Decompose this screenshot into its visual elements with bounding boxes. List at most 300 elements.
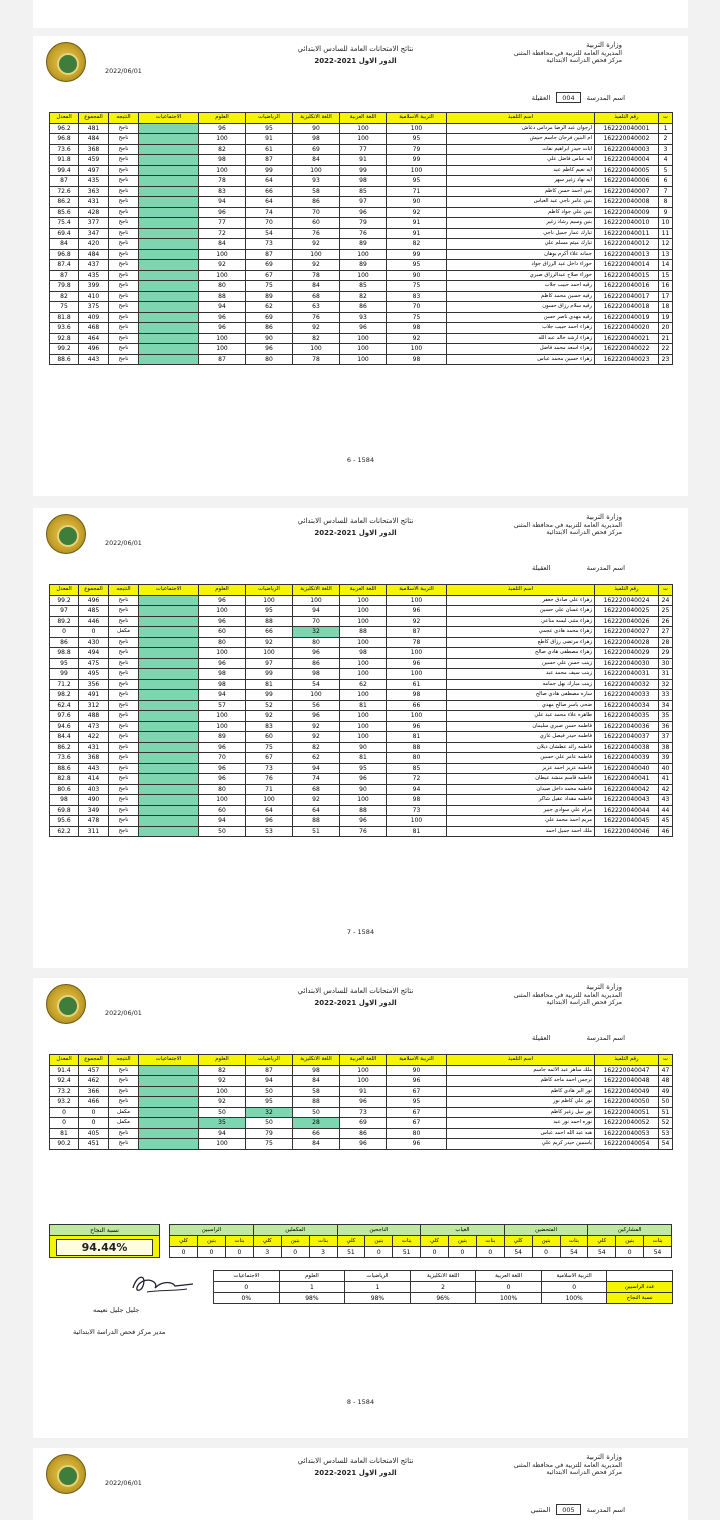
subject-pass-pct: 0% [214,1293,280,1304]
col-english: 84 [293,281,340,292]
col-science: 77 [199,218,246,229]
col-science: 96 [199,312,246,323]
subject-fail-count: 0 [541,1282,607,1293]
school-name: العقيلة [532,564,551,572]
header-col-name: اسم التلميذ [447,585,595,596]
subject-header: اللغة العربية [476,1271,542,1282]
col-science: 50 [199,1107,246,1118]
col-social [139,312,199,323]
col-english: 92 [293,795,340,806]
pass-rate-label: نسبة النجاح [50,1225,159,1236]
col-total: 375 [79,302,109,313]
col-name: رقيه سلام رزاق حسون [447,302,595,313]
previous-page-bottom [33,0,688,28]
col-avg: 62.2 [50,826,79,837]
col-math: 67 [246,270,293,281]
col-science: 96 [199,763,246,774]
col-no: 28 [659,637,673,648]
col-no: 33 [659,690,673,701]
col-arabic: 100 [340,595,387,606]
col-no: 45 [659,816,673,827]
signer-name: جليل جليل نعيمه [93,1306,140,1314]
col-social [139,260,199,271]
col-no: 23 [659,354,673,365]
col-science: 35 [199,1118,246,1129]
col-no: 47 [659,1065,673,1076]
ministry-block: وزارة التربية المديرية العامة للتربية في محافظة المثنى مركز فحص الدراسة الابتدائية [513,983,622,1007]
col-science: 96 [199,742,246,753]
col-islamic: 98 [387,323,447,334]
col-islamic: 95 [387,176,447,187]
col-science: 96 [199,616,246,627]
table-row [50,218,673,229]
col-avg: 0 [50,1107,79,1118]
col-social [139,281,199,292]
header-col-name: اسم التلميذ [447,113,595,124]
col-no: 8 [659,197,673,208]
col-science: 98 [199,669,246,680]
col-social [139,658,199,669]
col-science: 94 [199,197,246,208]
col-no: 48 [659,1076,673,1087]
col-math: 66 [246,186,293,197]
col-result: ناجح [109,637,139,648]
col-name: زهراء غسان علي حسين [447,606,595,617]
col-id: 162220040030 [595,658,659,669]
table-row [50,1107,673,1118]
table-row [50,344,673,355]
col-total: 428 [79,207,109,218]
col-result: ناجح [109,176,139,187]
col-science: 100 [199,1086,246,1097]
col-english: 68 [293,291,340,302]
col-total: 494 [79,648,109,659]
col-arabic: 96 [340,323,387,334]
header-col-total: المجموع [79,585,109,596]
col-islamic: 80 [387,753,447,764]
col-name: ارجوان عبد الرضا مرداس دعاش [447,123,595,134]
table-row [50,165,673,176]
col-result: ناجح [109,239,139,250]
page-number: 8 - 1584 [346,1398,375,1406]
col-name: بنين عامر ناجي عبد العباس [447,197,595,208]
col-social [139,763,199,774]
col-social [139,679,199,690]
col-math: 97 [246,658,293,669]
summary-group-header: المشاركين [588,1225,672,1236]
col-name: ايه عباس فاضل علي [447,155,595,166]
table-row [50,606,673,617]
col-no: 13 [659,249,673,260]
header-col-name: اسم التلميذ [447,1055,595,1066]
col-science: 100 [199,344,246,355]
table-row [50,784,673,795]
col-math: 99 [246,669,293,680]
col-result: ناجح [109,344,139,355]
col-avg: 69.4 [50,228,79,239]
col-math: 73 [246,239,293,250]
report-title: نتائج الامتحانات العامة للسادس الابتدائي [297,1457,414,1465]
table-row [50,228,673,239]
col-islamic: 100 [387,648,447,659]
col-islamic: 100 [387,711,447,722]
col-arabic: 62 [340,679,387,690]
col-social [139,1076,199,1087]
col-no: 6 [659,176,673,187]
summary-sub-header: بنات [476,1236,504,1247]
table-row [50,354,673,365]
summary-value: 54 [560,1247,588,1258]
table-row [50,711,673,722]
col-science: 96 [199,123,246,134]
col-math: 61 [246,144,293,155]
col-avg: 91.8 [50,155,79,166]
summary-value: 54 [588,1247,616,1258]
report-date: 2022/06/01 [105,67,142,75]
col-math: 53 [246,826,293,837]
col-avg: 82.8 [50,774,79,785]
col-arabic: 100 [340,606,387,617]
summary-sub-header: كلي [170,1236,198,1247]
col-social [139,753,199,764]
col-avg: 94.6 [50,721,79,732]
school-label: اسم المدرسة [586,1034,625,1042]
col-science: 70 [199,753,246,764]
col-id: 162220040029 [595,648,659,659]
col-result: مكمل [109,1107,139,1118]
col-arabic: 81 [340,753,387,764]
col-islamic: 87 [387,627,447,638]
col-id: 162220040051 [595,1107,659,1118]
ministry-logo-icon [46,514,86,554]
col-english: 76 [293,228,340,239]
col-avg: 96.2 [50,123,79,134]
col-avg: 86 [50,637,79,648]
col-name: حوراء داخل عبد الرزاق جواد [447,260,595,271]
col-id: 162220040054 [595,1139,659,1150]
table-row [50,637,673,648]
col-math: 64 [246,197,293,208]
col-name: حوراء صلاح عبدالرزاق صبري [447,270,595,281]
subject-pass-pct: 98% [279,1293,345,1304]
col-islamic: 67 [387,1118,447,1129]
col-name: رقيه حسين محمد كاظم [447,291,595,302]
col-social [139,774,199,785]
col-science: 88 [199,291,246,302]
col-total: 403 [79,784,109,795]
col-result: ناجح [109,732,139,743]
col-total: 495 [79,669,109,680]
col-science: 82 [199,1065,246,1076]
header-col-math: الرياضيات [246,113,293,124]
col-islamic: 81 [387,826,447,837]
col-name: زهراء احمد حبيب جلاب [447,323,595,334]
subject-stats-table [213,1270,673,1304]
header-col-islamic: التربية الاسلامية [387,585,447,596]
col-arabic: 100 [340,270,387,281]
col-math: 87 [246,155,293,166]
col-id: 162220040017 [595,291,659,302]
header-col-science: العلوم [199,585,246,596]
col-no: 16 [659,281,673,292]
col-id: 162220040015 [595,270,659,281]
table-row [50,1118,673,1129]
col-total: 435 [79,270,109,281]
col-id: 162220040007 [595,186,659,197]
col-math: 96 [246,816,293,827]
col-name: زهراء حسين محمد عباس [447,354,595,365]
col-arabic: 96 [340,1139,387,1150]
col-name: زهراء مصطفى هادي صالح [447,648,595,659]
col-arabic: 89 [340,239,387,250]
col-arabic: 85 [340,281,387,292]
col-no: 40 [659,763,673,774]
col-name: مريم احمد محمد علي [447,816,595,827]
col-social [139,1065,199,1076]
col-english: 84 [293,155,340,166]
subject-pass-pct: 98% [345,1293,411,1304]
col-math: 80 [246,354,293,365]
col-total: 349 [79,805,109,816]
col-social [139,270,199,281]
summary-sub-header: كلي [588,1236,616,1247]
school-code: 004 [556,92,580,103]
col-math: 81 [246,679,293,690]
subject-pass-pct: 100% [476,1293,542,1304]
col-arabic: 100 [340,333,387,344]
col-social [139,1086,199,1097]
col-english: 98 [293,669,340,680]
summary-value: 0 [226,1247,254,1258]
col-math: 54 [246,228,293,239]
header-col-math: الرياضيات [246,585,293,596]
col-result: ناجح [109,134,139,145]
subject-header: اللغة الانكليزية [410,1271,476,1282]
col-id: 162220040027 [595,627,659,638]
col-arabic: 81 [340,700,387,711]
results-page-2 [33,508,688,968]
col-social [139,186,199,197]
col-social [139,648,199,659]
col-english: 92 [293,732,340,743]
col-name: رقيه مهدي ناصر حسن [447,312,595,323]
col-result: ناجح [109,1086,139,1097]
col-result: ناجح [109,1076,139,1087]
col-science: 92 [199,1076,246,1087]
col-social [139,1097,199,1108]
summary-sub-header: كلي [421,1236,449,1247]
table-row [50,690,673,701]
col-id: 162220040035 [595,711,659,722]
signature-icon [103,1266,213,1300]
col-arabic: 82 [340,291,387,302]
col-id: 162220040034 [595,700,659,711]
col-science: 60 [199,627,246,638]
col-total: 459 [79,155,109,166]
school-row [385,564,625,572]
school-name: العقيلة [531,93,551,102]
col-islamic: 70 [387,302,447,313]
summary-group-header: المكملين [253,1225,337,1236]
col-name: فاطمه رائد عطشان ديلان [447,742,595,753]
col-result: مكمل [109,1118,139,1129]
col-islamic: 83 [387,291,447,302]
col-math: 32 [246,1107,293,1118]
col-total: 414 [79,774,109,785]
col-science: 100 [199,270,246,281]
header-col-result: النتيجه [109,1055,139,1066]
col-english: 82 [293,742,340,753]
col-social [139,134,199,145]
col-science: 100 [199,711,246,722]
col-id: 162220040018 [595,302,659,313]
col-total: 443 [79,354,109,365]
summary-group-header: الراسبين [170,1225,254,1236]
col-math: 75 [246,1139,293,1150]
col-math: 76 [246,774,293,785]
report-date: 2022/06/01 [105,1009,142,1017]
summary-sub-header: كلي [253,1236,281,1247]
col-no: 25 [659,606,673,617]
col-english: 84 [293,1076,340,1087]
subject-fail-count: 1 [345,1282,411,1293]
col-total: 484 [79,249,109,260]
col-no: 12 [659,239,673,250]
summary-value: 54 [644,1247,672,1258]
col-result: ناجح [109,700,139,711]
col-science: 94 [199,816,246,827]
summary-sub-header: بنات [393,1236,421,1247]
col-science: 98 [199,155,246,166]
col-social [139,816,199,827]
summary-sub-header: بنين [281,1236,309,1247]
col-english: 60 [293,218,340,229]
col-islamic: 67 [387,1107,447,1118]
col-no: 11 [659,228,673,239]
col-social [139,742,199,753]
col-result: ناجح [109,1097,139,1108]
col-english: 70 [293,616,340,627]
col-total: 484 [79,134,109,145]
col-social [139,1118,199,1129]
table-row [50,260,673,271]
header-col-no: ت [659,1055,673,1066]
col-english: 90 [293,123,340,134]
col-no: 2 [659,134,673,145]
col-social [139,207,199,218]
col-arabic: 73 [340,1107,387,1118]
report-subtitle: 2022-2021 الدور الاول [314,1469,397,1477]
col-islamic: 98 [387,795,447,806]
summary-value: 0 [449,1247,477,1258]
col-math: 75 [246,281,293,292]
subject-fail-count: 0 [214,1282,280,1293]
col-islamic: 72 [387,774,447,785]
subject-header: التربية الاسلامية [541,1271,607,1282]
col-science: 96 [199,774,246,785]
col-islamic: 96 [387,1139,447,1150]
col-result: ناجح [109,228,139,239]
col-result: ناجح [109,281,139,292]
col-math: 91 [246,134,293,145]
col-math: 99 [246,690,293,701]
col-english: 62 [293,753,340,764]
col-avg: 84 [50,239,79,250]
col-science: 96 [199,207,246,218]
summary-group-header: الغياب [421,1225,505,1236]
report-title: نتائج الامتحانات العامة للسادس الابتدائي [297,987,414,995]
col-social [139,721,199,732]
col-total: 496 [79,344,109,355]
summary-value: 0 [198,1247,226,1258]
col-math: 100 [246,795,293,806]
col-total: 488 [79,711,109,722]
header-col-islamic: التربية الاسلامية [387,113,447,124]
col-islamic: 91 [387,228,447,239]
col-id: 162220040001 [595,123,659,134]
ministry-logo-icon [46,984,86,1024]
col-islamic: 80 [387,1128,447,1139]
table-row [50,249,673,260]
table-row [50,595,673,606]
summary-value: 51 [393,1247,421,1258]
summary-sub-header: كلي [337,1236,365,1247]
col-result: ناجح [109,648,139,659]
col-english: 92 [293,260,340,271]
col-no: 19 [659,312,673,323]
col-id: 162220040009 [595,207,659,218]
col-arabic: 98 [340,176,387,187]
col-arabic: 100 [340,354,387,365]
col-english: 80 [293,637,340,648]
col-result: ناجح [109,816,139,827]
col-science: 80 [199,784,246,795]
col-social [139,165,199,176]
col-result: ناجح [109,144,139,155]
col-math: 52 [246,700,293,711]
col-math: 90 [246,333,293,344]
col-id: 162220040022 [595,344,659,355]
col-total: 481 [79,123,109,134]
col-social [139,732,199,743]
col-math: 87 [246,1065,293,1076]
col-id: 162220040024 [595,595,659,606]
col-total: 497 [79,165,109,176]
col-english: 64 [293,805,340,816]
school-row [385,1504,625,1515]
col-english: 76 [293,312,340,323]
col-result: ناجح [109,123,139,134]
col-total: 485 [79,606,109,617]
table-row [50,627,673,638]
summary-sub-header: بنين [449,1236,477,1247]
table-row [50,186,673,197]
col-math: 75 [246,742,293,753]
col-islamic: 95 [387,134,447,145]
col-id: 162220040038 [595,742,659,753]
col-id: 162220040041 [595,774,659,785]
col-avg: 99.2 [50,344,79,355]
summary-value: 3 [253,1247,281,1258]
col-no: 18 [659,302,673,313]
col-avg: 87.4 [50,260,79,271]
col-no: 43 [659,795,673,806]
col-total: 431 [79,197,109,208]
col-social [139,616,199,627]
col-name: زينب سيف محمد عبد [447,669,595,680]
col-no: 10 [659,218,673,229]
col-arabic: 77 [340,144,387,155]
